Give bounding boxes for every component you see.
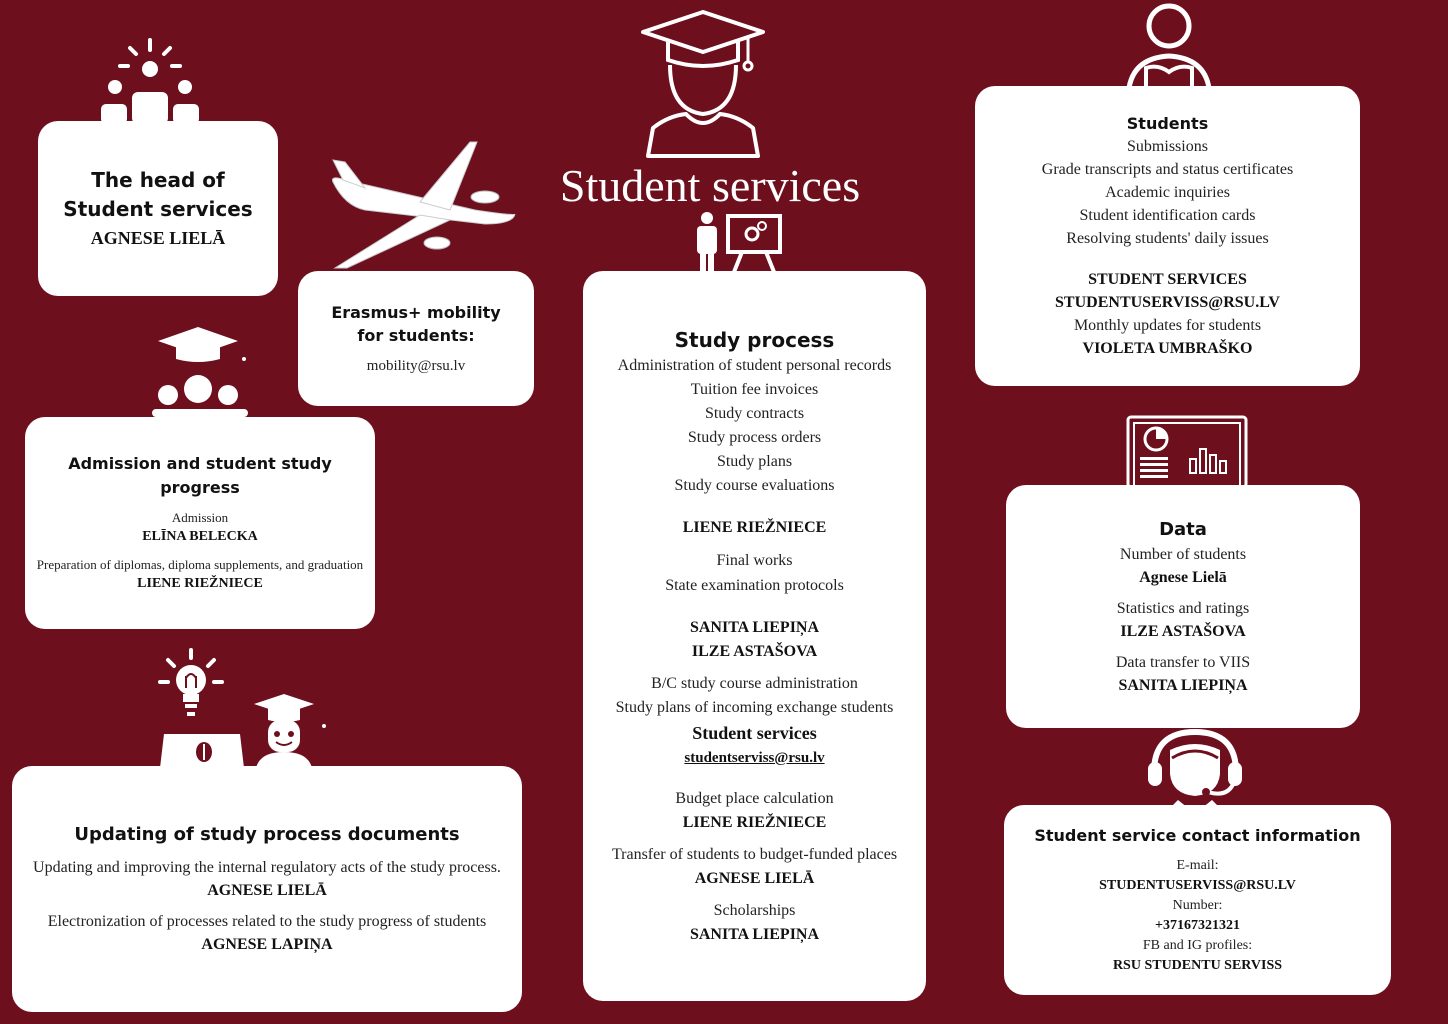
- study-item: Study contracts: [704, 404, 805, 422]
- data-stats-name: ILZE ASTAŠOVA: [1120, 622, 1246, 640]
- airplane-icon: [325, 140, 520, 270]
- diplomas-name: LIENE RIEŽNIECE: [137, 576, 263, 591]
- students-item: Academic inquiries: [1105, 184, 1230, 201]
- monthly-label: Monthly updates for students: [1073, 317, 1262, 334]
- student-group-icon: [150, 325, 250, 417]
- updating-card: [12, 766, 522, 1012]
- data-transfer-label: Data transfer to VIIS: [1115, 653, 1251, 671]
- data-heading: Data: [1159, 518, 1207, 540]
- transfer-name: AGNESE LIELĀ: [694, 869, 815, 887]
- computer-user-icon: [160, 690, 330, 768]
- contact-social-label: FB and IG profiles:: [1142, 938, 1253, 953]
- students-service-name: STUDENT SERVICES: [1088, 271, 1247, 288]
- contact-email-label: E-mail:: [1176, 858, 1219, 873]
- contact-heading: Student service contact information: [1034, 826, 1361, 845]
- data-transfer-name: SANITA LIEPIŅA: [1118, 676, 1248, 694]
- study-heading: Study process: [674, 327, 835, 352]
- monthly-name: VIOLETA UMBRAŠKO: [1082, 340, 1253, 357]
- head-heading: The head of Student services: [63, 167, 253, 221]
- admission-name: ELĪNA BELECKA: [142, 529, 258, 544]
- diplomas-label: Preparation of diplomas, diploma supplements, and graduation: [36, 557, 364, 572]
- updating-item-2: Electronization of processes related to the study progress of students: [47, 913, 487, 930]
- study-service-name: Student services: [692, 722, 817, 743]
- dashboard-icon: [1126, 415, 1248, 487]
- study-item: Final works: [716, 551, 793, 569]
- contact-email[interactable]: STUDENTUSERVISS@RSU.LV: [1099, 878, 1296, 893]
- reading-person-icon: [1124, 2, 1214, 90]
- study-card: [583, 271, 926, 1001]
- admission-heading: Admission and student study progress: [68, 454, 332, 497]
- erasmus-email[interactable]: mobility@rsu.lv: [366, 357, 466, 374]
- study-name-2a: SANITA LIEPIŅA: [689, 618, 820, 636]
- contact-social[interactable]: RSU STUDENTU SERVISS: [1112, 958, 1283, 973]
- students-item: Resolving students' daily issues: [1066, 230, 1269, 247]
- data-card: [1006, 485, 1360, 728]
- study-item: Study process orders: [687, 428, 822, 446]
- budget-label: Budget place calculation: [675, 789, 834, 807]
- study-name-1: LIENE RIEŽNIECE: [682, 518, 827, 536]
- budget-name: LIENE RIEŽNIECE: [682, 813, 827, 831]
- study-item: B/C study course administration: [651, 674, 858, 692]
- admission-label: Admission: [171, 510, 229, 525]
- data-count-label: Number of students: [1119, 545, 1247, 563]
- erasmus-heading: Erasmus+ mobility for students:: [331, 302, 501, 345]
- students-item: Grade transcripts and status certificates: [1041, 161, 1294, 178]
- study-item: Study plans of incoming exchange students: [615, 698, 894, 716]
- data-count-name: Agnese Lielā: [1139, 568, 1227, 586]
- contact-number-label: Number:: [1172, 898, 1223, 913]
- page-title: Student services: [559, 160, 861, 211]
- updating-name-2: AGNESE LAPIŅA: [201, 936, 333, 953]
- headset-icon: [1148, 728, 1242, 808]
- students-card: [975, 86, 1360, 386]
- students-item: Submissions: [1127, 138, 1208, 155]
- transfer-label: Transfer of students to budget-funded places: [611, 845, 898, 863]
- head-name: AGNESE LIELĀ: [90, 227, 226, 248]
- study-service-email[interactable]: studentserviss@rsu.lv: [684, 749, 825, 766]
- admission-card: [25, 417, 375, 629]
- updating-name-1: AGNESE LIELĀ: [207, 882, 327, 899]
- contact-card: [1004, 805, 1391, 995]
- scholar-label: Scholarships: [713, 901, 796, 919]
- erasmus-card: [298, 271, 534, 406]
- students-heading: Students: [1126, 114, 1209, 133]
- study-item: Study course evaluations: [674, 476, 835, 494]
- audience-icon: [95, 36, 205, 124]
- students-service-email[interactable]: STUDENTUSERVISS@RSU.LV: [1055, 294, 1280, 311]
- head-card: [38, 121, 278, 296]
- study-name-2b: ILZE ASTAŠOVA: [691, 642, 818, 660]
- study-item: Administration of student personal records: [617, 356, 892, 374]
- study-item: Study plans: [716, 452, 793, 470]
- data-stats-label: Statistics and ratings: [1116, 599, 1250, 617]
- presenter-icon: [692, 210, 784, 272]
- students-item: Student identification cards: [1079, 207, 1256, 224]
- graduate-icon: [638, 10, 768, 160]
- scholar-name: SANITA LIEPIŅA: [689, 925, 820, 943]
- contact-number[interactable]: +37167321321: [1155, 918, 1240, 933]
- updating-item-1: Updating and improving the internal regulatory acts of the study process.: [33, 859, 501, 876]
- updating-heading: Updating of study process documents: [74, 824, 460, 845]
- study-item: Tuition fee invoices: [690, 380, 819, 398]
- study-item: State examination protocols: [665, 576, 844, 594]
